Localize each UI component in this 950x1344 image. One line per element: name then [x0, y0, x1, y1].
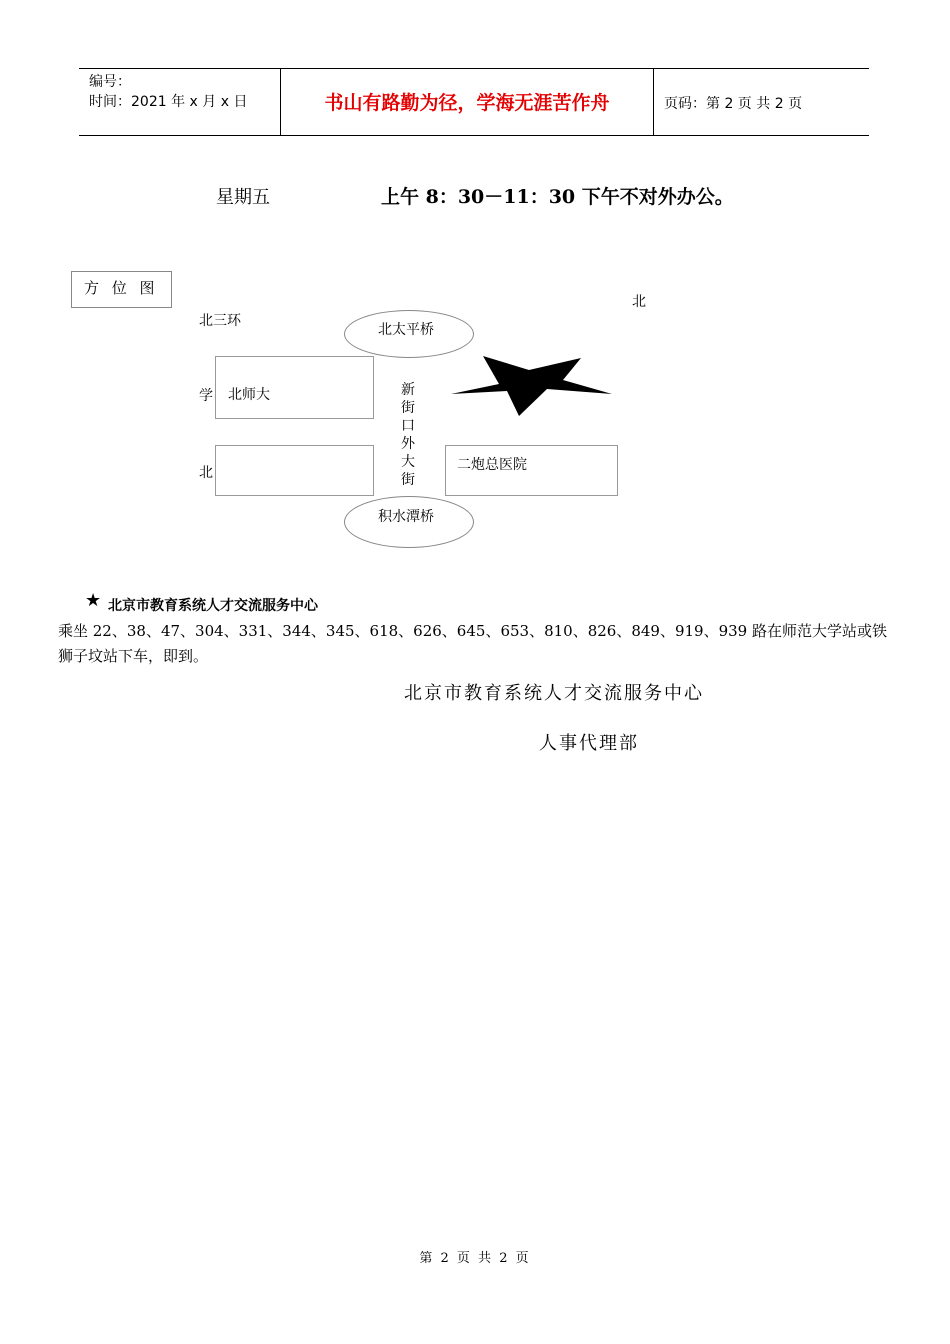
- serial-label: 编号：: [89, 74, 131, 90]
- bridge-north-label: 北太平桥: [378, 322, 434, 338]
- hours-time: 上午 8：30－11：30 下午不对外办公。: [381, 186, 734, 208]
- side-label-bottom: 北: [199, 465, 213, 481]
- street-char: 街: [401, 400, 415, 416]
- bus-directions: 乘坐 22、38、47、304、331、344、345、618、626、645、653、810、826、849、919、939 路在师范大学站或铁狮子坟站下车，即到。: [58, 622, 887, 665]
- header-divider-2: [653, 69, 654, 136]
- street-char: 街: [401, 472, 415, 488]
- street-char: 外: [401, 436, 415, 452]
- header-bottom-rule: [79, 135, 869, 136]
- side-label-top: 学: [199, 388, 213, 404]
- lower-left-block: [215, 445, 374, 496]
- street-char: 口: [401, 418, 415, 434]
- street-char: 大: [401, 454, 415, 470]
- signature-dept: 人事代理部: [539, 733, 639, 754]
- time-label: 时间：2021 年 x 月 x 日: [89, 94, 248, 110]
- header-motto: 书山有路勤为径，学海无涯苦作舟: [324, 92, 610, 114]
- header-top-rule: [79, 68, 869, 69]
- signature-org: 北京市教育系统人才交流服务中心: [404, 683, 704, 704]
- hospital-label: 二炮总医院: [457, 457, 527, 473]
- star-bullet-icon: ★: [85, 590, 102, 611]
- map-title: 方 位 图: [84, 279, 159, 297]
- hours-day: 星期五: [216, 187, 270, 208]
- street-label: [398, 381, 418, 489]
- street-char: 新: [401, 382, 415, 398]
- bridge-south-label: 积水潭桥: [378, 509, 434, 525]
- page-footer: 第 2 页 共 2 页: [419, 1251, 531, 1266]
- header-page-info: 页码：第 2 页 共 2 页: [664, 96, 803, 112]
- north-label: 北: [632, 294, 646, 310]
- ring-road-label: 北三环: [199, 313, 241, 329]
- header-meta: [89, 72, 247, 112]
- star-icon: [451, 356, 613, 422]
- header-divider-1: [280, 69, 281, 136]
- org-name: 北京市教育系统人才交流服务中心: [108, 598, 318, 614]
- university-label: 北师大: [228, 387, 270, 403]
